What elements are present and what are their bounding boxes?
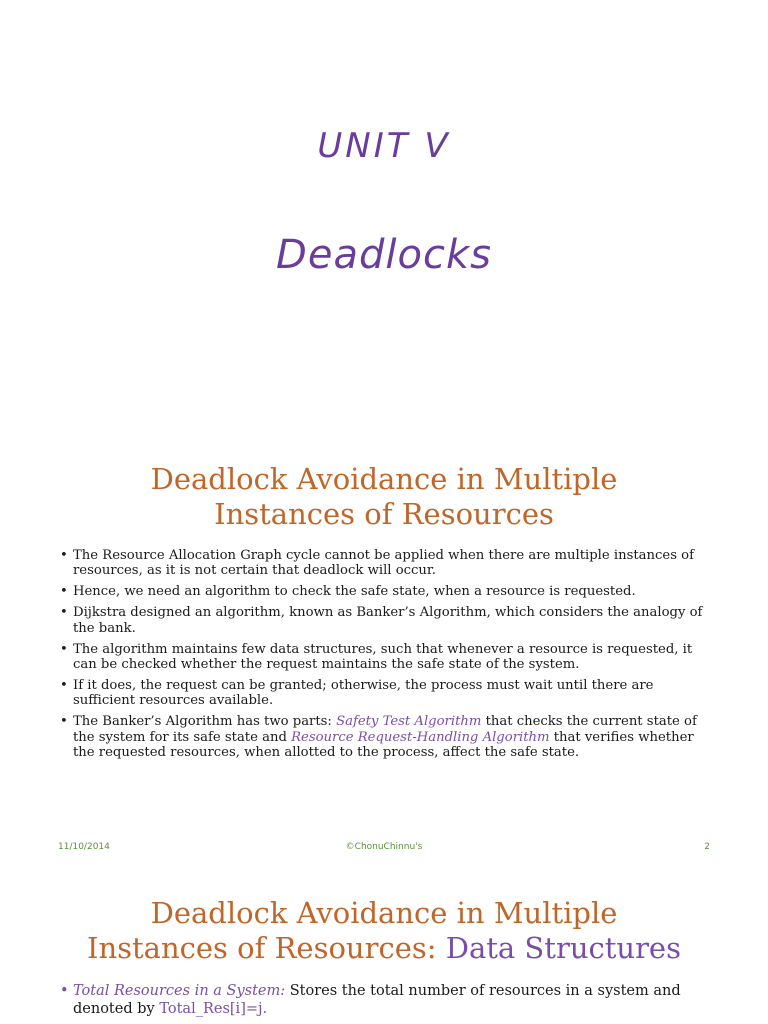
slide-2-title-line2: Instances of Resources [214, 497, 554, 531]
content-slide-3 [0, 880, 768, 1024]
bullet-text: that checks the current state of the system for its safe state and [73, 714, 697, 745]
bullet-text: that verifies whether the requested resources, when allotted to the process, affect the safe state. [73, 729, 694, 760]
footer-page-number: 2 [704, 842, 710, 852]
unit-heading: UNIT V [317, 126, 451, 166]
slide-3-title-line1: Deadlock Avoidance in Multiple [150, 896, 618, 930]
bullet-item: • Hence, we need an algorithm to check the safe state, when a resource is requested. [60, 584, 710, 599]
bullet-text: The Banker’s Algorithm has two parts: [73, 714, 337, 730]
slide-2-title [0, 462, 768, 532]
bullet-text: Stores the total number of resources in a system and denoted by [73, 983, 681, 1017]
slide-3-title-line2 [0, 931, 768, 966]
footer-date: 11/10/2014 [58, 842, 110, 852]
slide-title: Deadlocks [276, 232, 492, 278]
request-handling-term: Resource Request-Handling Algorithm [291, 729, 550, 745]
bullet-item: • Dijkstra designed an algorithm, known as Banker’s Algorithm, which considers the analogy of the bank. [60, 605, 710, 636]
safety-test-term: Safety Test Algorithm [336, 714, 482, 730]
title-slide [0, 0, 768, 420]
bullet-item-bankers [60, 714, 710, 760]
bullet-list [60, 548, 710, 766]
total-resources-term: Total Resources in a System: [73, 983, 286, 999]
total-res-notation: Total_Res[i]=j. [159, 1001, 268, 1017]
content-slide-2 [0, 420, 768, 860]
footer-copyright: ©ChonuChinnu's [345, 842, 423, 852]
bullet-item: • If it does, the request can be granted; otherwise, the process must wait until there are sufficient resources available. [60, 678, 710, 709]
bullet-dot: • [60, 983, 69, 999]
slide-2-title-line1: Deadlock Avoidance in Multiple [150, 462, 618, 496]
bullet-item [60, 982, 723, 1018]
slide-3-title [0, 896, 768, 966]
slide-3-title-part: Instances of Resources: [87, 931, 446, 965]
bullet-item: • The Resource Allocation Graph cycle cannot be applied when there are multiple instances of resources, as it is not certain that deadlock will occur. [60, 548, 710, 579]
bullet-item: • The algorithm maintains few data structures, such that whenever a resource is requested, it can be checked whether the request maintains the safe state of the system. [60, 642, 710, 673]
slide-3-title-highlight: Data Structures [445, 931, 681, 965]
